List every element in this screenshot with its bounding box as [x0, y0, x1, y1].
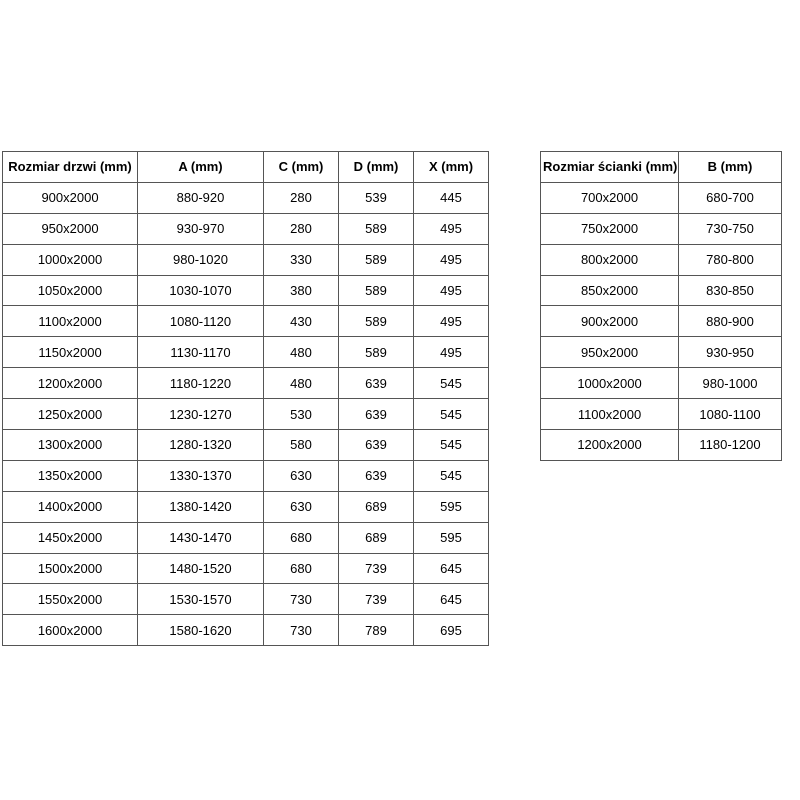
table-cell: 495 — [414, 306, 489, 337]
table-cell: 780-800 — [679, 244, 782, 275]
table-row — [541, 213, 782, 244]
table-cell: 589 — [339, 337, 414, 368]
table-cell: 1480-1520 — [138, 553, 264, 584]
table-cell: 589 — [339, 306, 414, 337]
table-cell: 980-1020 — [138, 244, 264, 275]
table-cell: 1180-1200 — [679, 430, 782, 461]
table-cell: 1100x2000 — [3, 306, 138, 337]
table-cell: 380 — [264, 275, 339, 306]
table-cell: 730 — [264, 615, 339, 646]
table-cell: 930-970 — [138, 213, 264, 244]
table-cell: 545 — [414, 368, 489, 399]
doors-size-table — [2, 151, 489, 646]
table-cell: 900x2000 — [3, 182, 138, 213]
table-cell: 639 — [339, 460, 414, 491]
table-cell: 1150x2000 — [3, 337, 138, 368]
table-cell: 800x2000 — [541, 244, 679, 275]
table-cell: 645 — [414, 553, 489, 584]
table-cell: 1430-1470 — [138, 522, 264, 553]
table-row — [3, 244, 489, 275]
table-row — [3, 460, 489, 491]
table-cell: 1130-1170 — [138, 337, 264, 368]
table-cell: 545 — [414, 460, 489, 491]
table-row — [3, 430, 489, 461]
table-header-cell: B (mm) — [679, 152, 782, 183]
table-row — [3, 275, 489, 306]
table-row — [541, 368, 782, 399]
table-cell: 495 — [414, 275, 489, 306]
table-row — [3, 306, 489, 337]
table-row — [541, 306, 782, 337]
table-cell: 1500x2000 — [3, 553, 138, 584]
header-row — [3, 152, 489, 183]
table-cell: 700x2000 — [541, 182, 679, 213]
table-cell: 639 — [339, 399, 414, 430]
table-cell: 1350x2000 — [3, 460, 138, 491]
table-row — [541, 244, 782, 275]
table-row — [3, 368, 489, 399]
table-row — [3, 337, 489, 368]
table-cell: 430 — [264, 306, 339, 337]
table-cell: 630 — [264, 491, 339, 522]
table-cell: 1000x2000 — [3, 244, 138, 275]
table-row — [541, 182, 782, 213]
table-cell: 589 — [339, 213, 414, 244]
table-cell: 1380-1420 — [138, 491, 264, 522]
table-cell: 739 — [339, 553, 414, 584]
table-row — [541, 430, 782, 461]
table-header-cell: D (mm) — [339, 152, 414, 183]
table-header-cell: Rozmiar drzwi (mm) — [3, 152, 138, 183]
table-cell: 280 — [264, 213, 339, 244]
table-cell: 1200x2000 — [3, 368, 138, 399]
table-cell: 1550x2000 — [3, 584, 138, 615]
table-cell: 280 — [264, 182, 339, 213]
table-header-cell: A (mm) — [138, 152, 264, 183]
table-cell: 1050x2000 — [3, 275, 138, 306]
table-cell: 1200x2000 — [541, 430, 679, 461]
table-cell: 445 — [414, 182, 489, 213]
table-cell: 330 — [264, 244, 339, 275]
wall-panel-size-table — [540, 151, 782, 461]
table-header-cell: Rozmiar ścianki (mm) — [541, 152, 679, 183]
table-cell: 639 — [339, 368, 414, 399]
table-cell: 689 — [339, 522, 414, 553]
table-cell: 680 — [264, 522, 339, 553]
table-cell: 739 — [339, 584, 414, 615]
table-cell: 680-700 — [679, 182, 782, 213]
table-cell: 930-950 — [679, 337, 782, 368]
table-row — [3, 553, 489, 584]
table-cell: 539 — [339, 182, 414, 213]
table-cell: 495 — [414, 337, 489, 368]
table-cell: 1450x2000 — [3, 522, 138, 553]
table-cell: 880-900 — [679, 306, 782, 337]
table-cell: 495 — [414, 244, 489, 275]
table-cell: 680 — [264, 553, 339, 584]
table-cell: 880-920 — [138, 182, 264, 213]
table-cell: 1280-1320 — [138, 430, 264, 461]
table-cell: 1300x2000 — [3, 430, 138, 461]
table-cell: 1180-1220 — [138, 368, 264, 399]
table-header-cell: X (mm) — [414, 152, 489, 183]
table-cell: 750x2000 — [541, 213, 679, 244]
table-cell: 1030-1070 — [138, 275, 264, 306]
table-cell: 545 — [414, 399, 489, 430]
table-cell: 1400x2000 — [3, 491, 138, 522]
table-row — [3, 615, 489, 646]
table-cell: 1600x2000 — [3, 615, 138, 646]
table-header-cell: C (mm) — [264, 152, 339, 183]
header-row — [541, 152, 782, 183]
table-cell: 730 — [264, 584, 339, 615]
table-cell: 950x2000 — [3, 213, 138, 244]
table-row — [541, 275, 782, 306]
table-cell: 695 — [414, 615, 489, 646]
table-cell: 1330-1370 — [138, 460, 264, 491]
table-cell: 589 — [339, 275, 414, 306]
table-cell: 900x2000 — [541, 306, 679, 337]
table-cell: 595 — [414, 522, 489, 553]
table-row — [3, 491, 489, 522]
table-cell: 645 — [414, 584, 489, 615]
table-cell: 595 — [414, 491, 489, 522]
table-row — [3, 522, 489, 553]
table-cell: 1530-1570 — [138, 584, 264, 615]
table-row — [541, 399, 782, 430]
table-cell: 495 — [414, 213, 489, 244]
table-cell: 639 — [339, 430, 414, 461]
table-cell: 1580-1620 — [138, 615, 264, 646]
table-row — [3, 584, 489, 615]
table-row — [3, 399, 489, 430]
table-cell: 950x2000 — [541, 337, 679, 368]
table-cell: 789 — [339, 615, 414, 646]
table-cell: 980-1000 — [679, 368, 782, 399]
table-cell: 1250x2000 — [3, 399, 138, 430]
table-cell: 580 — [264, 430, 339, 461]
table-cell: 1000x2000 — [541, 368, 679, 399]
table-cell: 589 — [339, 244, 414, 275]
table-cell: 480 — [264, 337, 339, 368]
table-cell: 1080-1120 — [138, 306, 264, 337]
table-cell: 1100x2000 — [541, 399, 679, 430]
table-row — [541, 337, 782, 368]
table-cell: 689 — [339, 491, 414, 522]
table-cell: 1230-1270 — [138, 399, 264, 430]
table-cell: 530 — [264, 399, 339, 430]
table-row — [3, 182, 489, 213]
table-cell: 630 — [264, 460, 339, 491]
table-cell: 830-850 — [679, 275, 782, 306]
table-cell: 480 — [264, 368, 339, 399]
table-cell: 545 — [414, 430, 489, 461]
table-row — [3, 213, 489, 244]
table-cell: 850x2000 — [541, 275, 679, 306]
table-cell: 1080-1100 — [679, 399, 782, 430]
table-cell: 730-750 — [679, 213, 782, 244]
